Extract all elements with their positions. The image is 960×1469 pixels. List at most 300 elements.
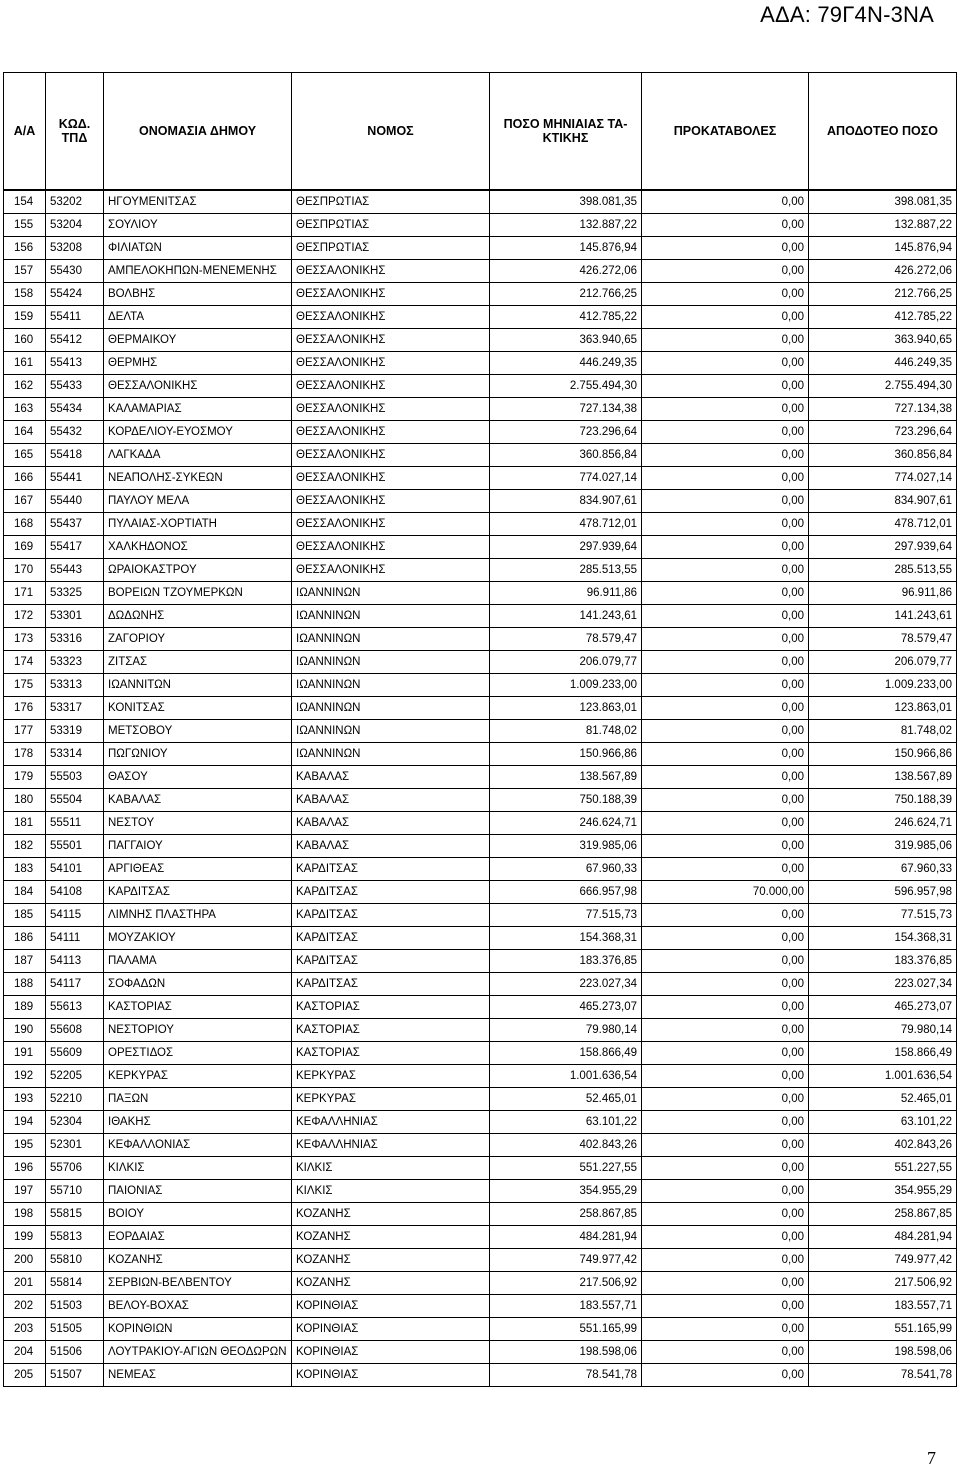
row-payable: 246.624,71 [809, 812, 957, 835]
row-advances: 0,00 [642, 1019, 809, 1042]
row-code: 51507 [46, 1364, 104, 1387]
row-payable: 2.755.494,30 [809, 375, 957, 398]
table-row [4, 1088, 957, 1111]
row-monthly-amount: 551.165,99 [490, 1318, 642, 1341]
header-municipality: ΟΝΟΜΑΣΙΑ ΔΗΜΟΥ [104, 73, 292, 190]
row-monthly-amount: 446.249,35 [490, 352, 642, 375]
row-monthly-amount: 319.985,06 [490, 835, 642, 858]
row-municipality: ΗΓΟΥΜΕΝΙΤΣΑΣ [104, 191, 292, 214]
row-aa: 202 [4, 1295, 46, 1318]
row-prefecture: ΚΑΡΔΙΤΣΑΣ [292, 858, 490, 881]
row-advances: 0,00 [642, 1111, 809, 1134]
row-monthly-amount: 723.296,64 [490, 421, 642, 444]
row-payable: 478.712,01 [809, 513, 957, 536]
row-municipality: ΝΕΑΠΟΛΗΣ-ΣΥΚΕΩΝ [104, 467, 292, 490]
row-aa: 189 [4, 996, 46, 1019]
row-prefecture: ΚΟΡΙΝΘΙΑΣ [292, 1295, 490, 1318]
row-payable: 363.940,65 [809, 329, 957, 352]
table-row [4, 743, 957, 766]
row-aa: 171 [4, 582, 46, 605]
row-prefecture: ΘΕΣΣΑΛΟΝΙΚΗΣ [292, 513, 490, 536]
table-row [4, 766, 957, 789]
table-row [4, 329, 957, 352]
row-payable: 78.579,47 [809, 628, 957, 651]
row-prefecture: ΘΕΣΣΑΛΟΝΙΚΗΣ [292, 444, 490, 467]
row-prefecture: ΚΑΒΑΛΑΣ [292, 766, 490, 789]
row-advances: 0,00 [642, 306, 809, 329]
row-code: 55433 [46, 375, 104, 398]
row-payable: 212.766,25 [809, 283, 957, 306]
row-aa: 187 [4, 950, 46, 973]
row-aa: 190 [4, 1019, 46, 1042]
table-row [4, 1364, 957, 1387]
row-municipality: ΩΡΑΙΟΚΑΣΤΡΟΥ [104, 559, 292, 582]
row-monthly-amount: 402.843,26 [490, 1134, 642, 1157]
row-municipality: ΚΙΛΚΙΣ [104, 1157, 292, 1180]
row-prefecture: ΘΕΣΣΑΛΟΝΙΚΗΣ [292, 467, 490, 490]
table-row [4, 306, 957, 329]
row-payable: 78.541,78 [809, 1364, 957, 1387]
row-advances: 0,00 [642, 1042, 809, 1065]
header-advances: ΠΡΟΚΑΤΑΒΟΛΕΣ [642, 73, 809, 190]
row-monthly-amount: 138.567,89 [490, 766, 642, 789]
row-municipality: ΒΟΛΒΗΣ [104, 283, 292, 306]
row-advances: 0,00 [642, 743, 809, 766]
row-aa: 162 [4, 375, 46, 398]
row-aa: 173 [4, 628, 46, 651]
table-row [4, 375, 957, 398]
table-row [4, 1157, 957, 1180]
row-payable: 145.876,94 [809, 237, 957, 260]
table-row [4, 835, 957, 858]
table-row [4, 398, 957, 421]
row-code: 53204 [46, 214, 104, 237]
table-row [4, 858, 957, 881]
row-payable: 154.368,31 [809, 927, 957, 950]
row-monthly-amount: 183.376,85 [490, 950, 642, 973]
table-header [3, 72, 957, 190]
row-municipality: ΘΕΡΜΗΣ [104, 352, 292, 375]
row-code: 51506 [46, 1341, 104, 1364]
row-code: 55613 [46, 996, 104, 1019]
row-advances: 0,00 [642, 858, 809, 881]
row-monthly-amount: 363.940,65 [490, 329, 642, 352]
table-row [4, 582, 957, 605]
row-code: 55810 [46, 1249, 104, 1272]
row-code: 55503 [46, 766, 104, 789]
row-monthly-amount: 96.911,86 [490, 582, 642, 605]
row-code: 55815 [46, 1203, 104, 1226]
row-aa: 181 [4, 812, 46, 835]
row-monthly-amount: 2.755.494,30 [490, 375, 642, 398]
row-prefecture: ΘΕΣΣΑΛΟΝΙΚΗΣ [292, 329, 490, 352]
row-prefecture: ΘΕΣΣΑΛΟΝΙΚΗΣ [292, 375, 490, 398]
row-monthly-amount: 398.081,35 [490, 191, 642, 214]
row-prefecture: ΙΩΑΝΝΙΝΩΝ [292, 674, 490, 697]
row-aa: 169 [4, 536, 46, 559]
row-monthly-amount: 285.513,55 [490, 559, 642, 582]
row-advances: 0,00 [642, 490, 809, 513]
row-payable: 285.513,55 [809, 559, 957, 582]
row-advances: 0,00 [642, 812, 809, 835]
row-payable: 426.272,06 [809, 260, 957, 283]
table-row [4, 812, 957, 835]
row-prefecture: ΚΑΒΑΛΑΣ [292, 835, 490, 858]
row-payable: 217.506,92 [809, 1272, 957, 1295]
row-code: 54113 [46, 950, 104, 973]
row-aa: 185 [4, 904, 46, 927]
row-code: 55501 [46, 835, 104, 858]
table-row [4, 467, 957, 490]
table-row [4, 421, 957, 444]
row-payable: 158.866,49 [809, 1042, 957, 1065]
row-prefecture: ΚΟΖΑΝΗΣ [292, 1203, 490, 1226]
header-code: ΚΩΔ. ΤΠΔ [46, 73, 104, 190]
page-number: 7 [927, 1448, 936, 1468]
row-payable: 77.515,73 [809, 904, 957, 927]
table-row [4, 191, 957, 214]
table-row [4, 881, 957, 904]
row-aa: 198 [4, 1203, 46, 1226]
row-municipality: ΒΟΡΕΙΩΝ ΤΖΟΥΜΕΡΚΩΝ [104, 582, 292, 605]
row-monthly-amount: 354.955,29 [490, 1180, 642, 1203]
row-code: 55511 [46, 812, 104, 835]
row-advances: 0,00 [642, 1134, 809, 1157]
table-row [4, 927, 957, 950]
row-payable: 63.101,22 [809, 1111, 957, 1134]
row-municipality: ΣΟΥΛΙΟΥ [104, 214, 292, 237]
row-monthly-amount: 123.863,01 [490, 697, 642, 720]
row-monthly-amount: 297.939,64 [490, 536, 642, 559]
row-monthly-amount: 78.541,78 [490, 1364, 642, 1387]
row-advances: 0,00 [642, 835, 809, 858]
row-municipality: ΚΟΡΙΝΘΙΩΝ [104, 1318, 292, 1341]
row-advances: 0,00 [642, 697, 809, 720]
row-prefecture: ΚΑΣΤΟΡΙΑΣ [292, 996, 490, 1019]
row-monthly-amount: 63.101,22 [490, 1111, 642, 1134]
row-prefecture: ΚΙΛΚΙΣ [292, 1157, 490, 1180]
row-advances: 70.000,00 [642, 881, 809, 904]
row-code: 53313 [46, 674, 104, 697]
row-prefecture: ΘΕΣΠΡΩΤΙΑΣ [292, 214, 490, 237]
table-row [4, 1318, 957, 1341]
row-payable: 52.465,01 [809, 1088, 957, 1111]
row-code: 55411 [46, 306, 104, 329]
row-advances: 0,00 [642, 1226, 809, 1249]
row-municipality: ΚΑΡΔΙΤΣΑΣ [104, 881, 292, 904]
row-municipality: ΜΕΤΣΟΒΟΥ [104, 720, 292, 743]
row-aa: 201 [4, 1272, 46, 1295]
row-municipality: ΖΙΤΣΑΣ [104, 651, 292, 674]
row-advances: 0,00 [642, 1088, 809, 1111]
row-advances: 0,00 [642, 398, 809, 421]
row-advances: 0,00 [642, 191, 809, 214]
row-prefecture: ΚΟΖΑΝΗΣ [292, 1226, 490, 1249]
row-monthly-amount: 183.557,71 [490, 1295, 642, 1318]
row-payable: 223.027,34 [809, 973, 957, 996]
row-monthly-amount: 154.368,31 [490, 927, 642, 950]
row-prefecture: ΚΑΣΤΟΡΙΑΣ [292, 1042, 490, 1065]
table-row [4, 674, 957, 697]
row-payable: 834.907,61 [809, 490, 957, 513]
row-monthly-amount: 158.866,49 [490, 1042, 642, 1065]
row-prefecture: ΘΕΣΣΑΛΟΝΙΚΗΣ [292, 306, 490, 329]
row-prefecture: ΙΩΑΝΝΙΝΩΝ [292, 628, 490, 651]
row-monthly-amount: 360.856,84 [490, 444, 642, 467]
row-advances: 0,00 [642, 1272, 809, 1295]
row-advances: 0,00 [642, 605, 809, 628]
row-code: 54101 [46, 858, 104, 881]
row-prefecture: ΚΕΡΚΥΡΑΣ [292, 1065, 490, 1088]
row-advances: 0,00 [642, 766, 809, 789]
row-payable: 206.079,77 [809, 651, 957, 674]
row-aa: 205 [4, 1364, 46, 1387]
row-municipality: ΠΑΓΓΑΙΟΥ [104, 835, 292, 858]
row-municipality: ΝΕΜΕΑΣ [104, 1364, 292, 1387]
row-advances: 0,00 [642, 1157, 809, 1180]
table-row [4, 490, 957, 513]
row-payable: 446.249,35 [809, 352, 957, 375]
row-prefecture: ΚΟΖΑΝΗΣ [292, 1272, 490, 1295]
row-payable: 132.887,22 [809, 214, 957, 237]
row-municipality: ΚΑΛΑΜΑΡΙΑΣ [104, 398, 292, 421]
row-prefecture: ΘΕΣΣΑΛΟΝΙΚΗΣ [292, 490, 490, 513]
row-advances: 0,00 [642, 329, 809, 352]
row-advances: 0,00 [642, 260, 809, 283]
row-prefecture: ΘΕΣΣΑΛΟΝΙΚΗΣ [292, 260, 490, 283]
row-monthly-amount: 145.876,94 [490, 237, 642, 260]
row-code: 55814 [46, 1272, 104, 1295]
header-prefecture: ΝΟΜΟΣ [292, 73, 490, 190]
row-prefecture: ΚΑΡΔΙΤΣΑΣ [292, 881, 490, 904]
row-aa: 194 [4, 1111, 46, 1134]
row-municipality: ΛΟΥΤΡΑΚΙΟΥ-ΑΓΙΩΝ ΘΕΟΔΩΡΩΝ [104, 1341, 292, 1364]
table-row [4, 260, 957, 283]
row-aa: 193 [4, 1088, 46, 1111]
row-payable: 183.557,71 [809, 1295, 957, 1318]
table-row [4, 904, 957, 927]
table-row [4, 996, 957, 1019]
row-advances: 0,00 [642, 1180, 809, 1203]
row-payable: 360.856,84 [809, 444, 957, 467]
row-municipality: ΒΟΙΟΥ [104, 1203, 292, 1226]
row-municipality: ΙΩΑΝΝΙΤΩΝ [104, 674, 292, 697]
row-advances: 0,00 [642, 582, 809, 605]
row-monthly-amount: 206.079,77 [490, 651, 642, 674]
row-payable: 150.966,86 [809, 743, 957, 766]
row-aa: 196 [4, 1157, 46, 1180]
table-row [4, 214, 957, 237]
row-prefecture: ΚΑΡΔΙΤΣΑΣ [292, 927, 490, 950]
row-code: 55710 [46, 1180, 104, 1203]
table-row [4, 1341, 957, 1364]
row-monthly-amount: 150.966,86 [490, 743, 642, 766]
table-row [4, 651, 957, 674]
row-code: 55418 [46, 444, 104, 467]
row-monthly-amount: 750.188,39 [490, 789, 642, 812]
table-row [4, 1065, 957, 1088]
row-monthly-amount: 749.977,42 [490, 1249, 642, 1272]
row-monthly-amount: 217.506,92 [490, 1272, 642, 1295]
row-monthly-amount: 666.957,98 [490, 881, 642, 904]
row-code: 55412 [46, 329, 104, 352]
row-municipality: ΠΑΞΩΝ [104, 1088, 292, 1111]
row-prefecture: ΚΕΡΚΥΡΑΣ [292, 1088, 490, 1111]
row-payable: 596.957,98 [809, 881, 957, 904]
row-advances: 0,00 [642, 467, 809, 490]
row-aa: 182 [4, 835, 46, 858]
row-code: 54115 [46, 904, 104, 927]
row-aa: 160 [4, 329, 46, 352]
row-payable: 79.980,14 [809, 1019, 957, 1042]
table-row [4, 697, 957, 720]
row-prefecture: ΙΩΑΝΝΙΝΩΝ [292, 697, 490, 720]
row-municipality: ΑΜΠΕΛΟΚΗΠΩΝ-ΜΕΝΕΜΕΝΗΣ [104, 260, 292, 283]
table-row [4, 950, 957, 973]
row-payable: 398.081,35 [809, 191, 957, 214]
row-aa: 197 [4, 1180, 46, 1203]
row-monthly-amount: 52.465,01 [490, 1088, 642, 1111]
row-monthly-amount: 412.785,22 [490, 306, 642, 329]
row-municipality: ΝΕΣΤΟΥ [104, 812, 292, 835]
row-payable: 183.376,85 [809, 950, 957, 973]
row-payable: 551.227,55 [809, 1157, 957, 1180]
row-municipality: ΘΕΣΣΑΛΟΝΙΚΗΣ [104, 375, 292, 398]
row-prefecture: ΚΑΒΑΛΑΣ [292, 789, 490, 812]
row-advances: 0,00 [642, 536, 809, 559]
row-aa: 178 [4, 743, 46, 766]
row-advances: 0,00 [642, 628, 809, 651]
header-payable: ΑΠΟΔΟΤΕΟ ΠΟΣΟ [809, 73, 957, 190]
table-row [4, 1295, 957, 1318]
row-payable: 258.867,85 [809, 1203, 957, 1226]
row-code: 55443 [46, 559, 104, 582]
row-code: 52205 [46, 1065, 104, 1088]
row-municipality: ΣΕΡΒΙΩΝ-ΒΕΛΒΕΝΤΟΥ [104, 1272, 292, 1295]
table-row [4, 513, 957, 536]
row-payable: 749.977,42 [809, 1249, 957, 1272]
row-advances: 0,00 [642, 1065, 809, 1088]
row-aa: 161 [4, 352, 46, 375]
table-row [4, 628, 957, 651]
row-code: 51503 [46, 1295, 104, 1318]
row-payable: 412.785,22 [809, 306, 957, 329]
row-municipality: ΚΑΣΤΟΡΙΑΣ [104, 996, 292, 1019]
table-row [4, 605, 957, 628]
header-row [4, 73, 957, 190]
row-code: 52210 [46, 1088, 104, 1111]
row-advances: 0,00 [642, 421, 809, 444]
row-monthly-amount: 774.027,14 [490, 467, 642, 490]
row-municipality: ΖΑΓΟΡΙΟΥ [104, 628, 292, 651]
row-monthly-amount: 79.980,14 [490, 1019, 642, 1042]
row-code: 55504 [46, 789, 104, 812]
row-advances: 0,00 [642, 1341, 809, 1364]
row-monthly-amount: 484.281,94 [490, 1226, 642, 1249]
row-prefecture: ΘΕΣΣΑΛΟΝΙΚΗΣ [292, 421, 490, 444]
row-aa: 168 [4, 513, 46, 536]
row-code: 55608 [46, 1019, 104, 1042]
row-aa: 177 [4, 720, 46, 743]
row-advances: 0,00 [642, 214, 809, 237]
row-advances: 0,00 [642, 789, 809, 812]
header-monthly-amount: ΠΟΣΟ ΜΗΝΙΑΙΑΣ ΤΑ-ΚΤΙΚΗΣ [490, 73, 642, 190]
row-code: 55432 [46, 421, 104, 444]
row-code: 55441 [46, 467, 104, 490]
table-row [4, 973, 957, 996]
row-aa: 195 [4, 1134, 46, 1157]
row-municipality: ΠΩΓΩΝΙΟΥ [104, 743, 292, 766]
row-municipality: ΑΡΓΙΘΕΑΣ [104, 858, 292, 881]
row-code: 53319 [46, 720, 104, 743]
row-payable: 138.567,89 [809, 766, 957, 789]
row-advances: 0,00 [642, 375, 809, 398]
row-municipality: ΦΙΛΙΑΤΩΝ [104, 237, 292, 260]
row-prefecture: ΚΟΡΙΝΘΙΑΣ [292, 1341, 490, 1364]
row-monthly-amount: 834.907,61 [490, 490, 642, 513]
row-municipality: ΟΡΕΣΤΙΔΟΣ [104, 1042, 292, 1065]
table-row [4, 444, 957, 467]
row-municipality: ΚΟΖΑΝΗΣ [104, 1249, 292, 1272]
table-row [4, 536, 957, 559]
row-code: 54111 [46, 927, 104, 950]
row-advances: 0,00 [642, 674, 809, 697]
row-aa: 157 [4, 260, 46, 283]
row-aa: 179 [4, 766, 46, 789]
row-prefecture: ΙΩΑΝΝΙΝΩΝ [292, 651, 490, 674]
row-code: 53323 [46, 651, 104, 674]
row-aa: 167 [4, 490, 46, 513]
row-monthly-amount: 426.272,06 [490, 260, 642, 283]
row-prefecture: ΚΕΦΑΛΛΗΝΙΑΣ [292, 1134, 490, 1157]
row-advances: 0,00 [642, 651, 809, 674]
row-prefecture: ΙΩΑΝΝΙΝΩΝ [292, 720, 490, 743]
row-aa: 159 [4, 306, 46, 329]
row-aa: 176 [4, 697, 46, 720]
row-monthly-amount: 77.515,73 [490, 904, 642, 927]
row-code: 52301 [46, 1134, 104, 1157]
row-monthly-amount: 1.009.233,00 [490, 674, 642, 697]
table-row [4, 1249, 957, 1272]
row-prefecture: ΘΕΣΣΑΛΟΝΙΚΗΣ [292, 283, 490, 306]
row-advances: 0,00 [642, 950, 809, 973]
row-prefecture: ΚΙΛΚΙΣ [292, 1180, 490, 1203]
row-prefecture: ΚΕΦΑΛΛΗΝΙΑΣ [292, 1111, 490, 1134]
row-advances: 0,00 [642, 352, 809, 375]
row-municipality: ΕΟΡΔΑΙΑΣ [104, 1226, 292, 1249]
row-monthly-amount: 258.867,85 [490, 1203, 642, 1226]
row-municipality: ΜΟΥΖΑΚΙΟΥ [104, 927, 292, 950]
row-aa: 204 [4, 1341, 46, 1364]
table-row [4, 1180, 957, 1203]
row-municipality: ΘΑΣΟΥ [104, 766, 292, 789]
row-aa: 156 [4, 237, 46, 260]
row-monthly-amount: 141.243,61 [490, 605, 642, 628]
row-prefecture: ΘΕΣΣΑΛΟΝΙΚΗΣ [292, 398, 490, 421]
table-row [4, 789, 957, 812]
row-advances: 0,00 [642, 1295, 809, 1318]
row-municipality: ΒΕΛΟΥ-ΒΟΧΑΣ [104, 1295, 292, 1318]
table-row [4, 559, 957, 582]
row-payable: 551.165,99 [809, 1318, 957, 1341]
row-code: 55417 [46, 536, 104, 559]
table-row [4, 352, 957, 375]
table-row [4, 1019, 957, 1042]
row-aa: 172 [4, 605, 46, 628]
row-municipality: ΠΥΛΑΙΑΣ-ΧΟΡΤΙΑΤΗ [104, 513, 292, 536]
row-municipality: ΔΕΛΤΑ [104, 306, 292, 329]
row-prefecture: ΚΟΡΙΝΘΙΑΣ [292, 1364, 490, 1387]
